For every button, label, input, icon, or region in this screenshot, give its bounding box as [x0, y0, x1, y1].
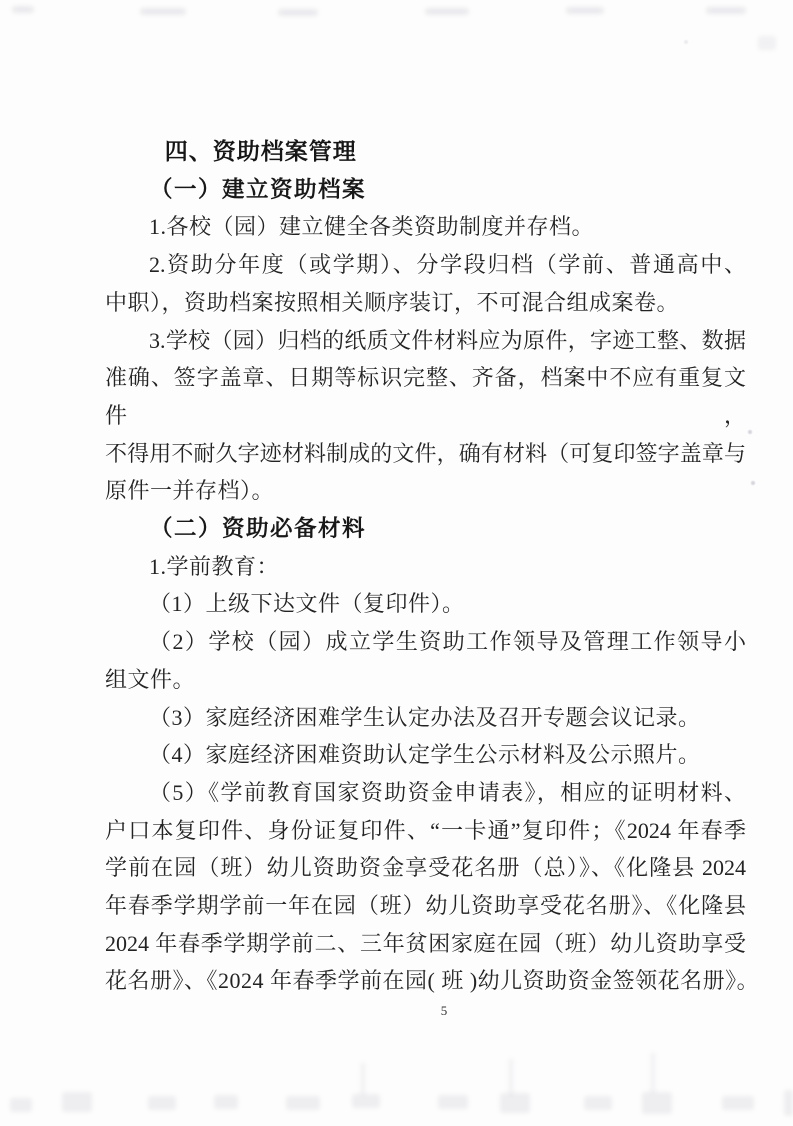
scan-artifact	[425, 8, 469, 15]
scan-artifact	[751, 481, 755, 485]
body-line: 原件一并存档）。	[105, 478, 275, 504]
scan-artifact	[722, 1096, 754, 1110]
body-line: 年春季学期学前一年在园（班）幼儿资助享受花名册》、《化隆县	[105, 893, 746, 919]
body-line: 学前在园（班）幼儿资助资金享受花名册（总）》、《化隆县 2024	[105, 855, 746, 881]
scan-artifact	[642, 1092, 672, 1114]
scan-artifact	[62, 1092, 92, 1112]
body-line: （4）家庭经济困难资助认定学生公示材料及公示照片。	[149, 742, 701, 768]
scan-artifact	[10, 1098, 32, 1112]
subsection-heading-1: （一）建立资助档案	[150, 176, 367, 202]
subsection-heading-2: （二）资助必备材料	[150, 516, 367, 542]
body-line: 户口本复印件、身份证复印件、“一卡通”复印件；《2024 年春季	[105, 817, 746, 843]
document-body	[105, 133, 760, 1000]
body-line: 2024 年春季学期学前二、三年贫困家庭在园（班）幼儿资助享受	[105, 930, 746, 956]
scan-artifact	[360, 1062, 366, 1096]
body-line: （1）上级下达文件（复印件）。	[149, 591, 465, 617]
body-line: 组文件。	[105, 666, 196, 692]
scan-artifact	[784, 1090, 793, 1116]
scan-artifact	[438, 1095, 468, 1109]
body-line: 3.学校（园）归档的纸质文件材料应为原件，字迹工整、数据	[149, 327, 746, 353]
body-line: 1.各校（园）建立健全各类资助制度并存档。	[149, 214, 595, 240]
scan-artifact	[584, 1096, 612, 1110]
scan-artifact	[214, 1095, 238, 1109]
scan-artifact	[12, 6, 34, 13]
scan-artifact	[684, 40, 688, 44]
body-line: （3）家庭经济困难学生认定办法及召开专题会议记录。	[149, 704, 701, 730]
body-line: （2）学校（园）成立学生资助工作领导及管理工作领导小	[149, 629, 746, 655]
body-line: 1.学前教育：	[149, 553, 280, 579]
scan-artifact	[706, 7, 746, 14]
body-line: 不得用不耐久字迹材料制成的文件，确有材料（可复印签字盖章与	[105, 440, 746, 466]
body-line: 花名册》、《2024 年春季学前在园( 班 )幼儿资助资金签领花名册》。	[105, 968, 760, 994]
body-line: 中职），资助档案按照相关顺序装订，不可混合组成案卷。	[105, 289, 680, 315]
scan-artifact	[758, 36, 776, 50]
scan-artifact	[566, 7, 604, 14]
scan-artifact	[748, 430, 752, 434]
body-line: （5）《学前教育国家资助资金申请表》，相应的证明材料、	[149, 779, 746, 805]
scan-artifact	[278, 9, 318, 16]
scan-artifact	[286, 1096, 320, 1110]
scan-artifact	[148, 1096, 176, 1110]
scan-artifact	[508, 1058, 514, 1096]
scan-artifact	[352, 1094, 380, 1108]
section-heading: 四、资助档案管理	[164, 138, 357, 164]
body-line: 准确、签字盖章、日期等标识完整、齐备，档案中不应有重复文件，	[105, 365, 746, 428]
scan-artifact	[140, 8, 186, 15]
scan-artifact	[650, 1052, 656, 1094]
page-number: 5	[440, 1003, 448, 1018]
scan-artifact	[500, 1093, 530, 1113]
body-line: 2.资助分年度（或学期）、分学段归档（学前、普通高中、	[149, 252, 746, 278]
